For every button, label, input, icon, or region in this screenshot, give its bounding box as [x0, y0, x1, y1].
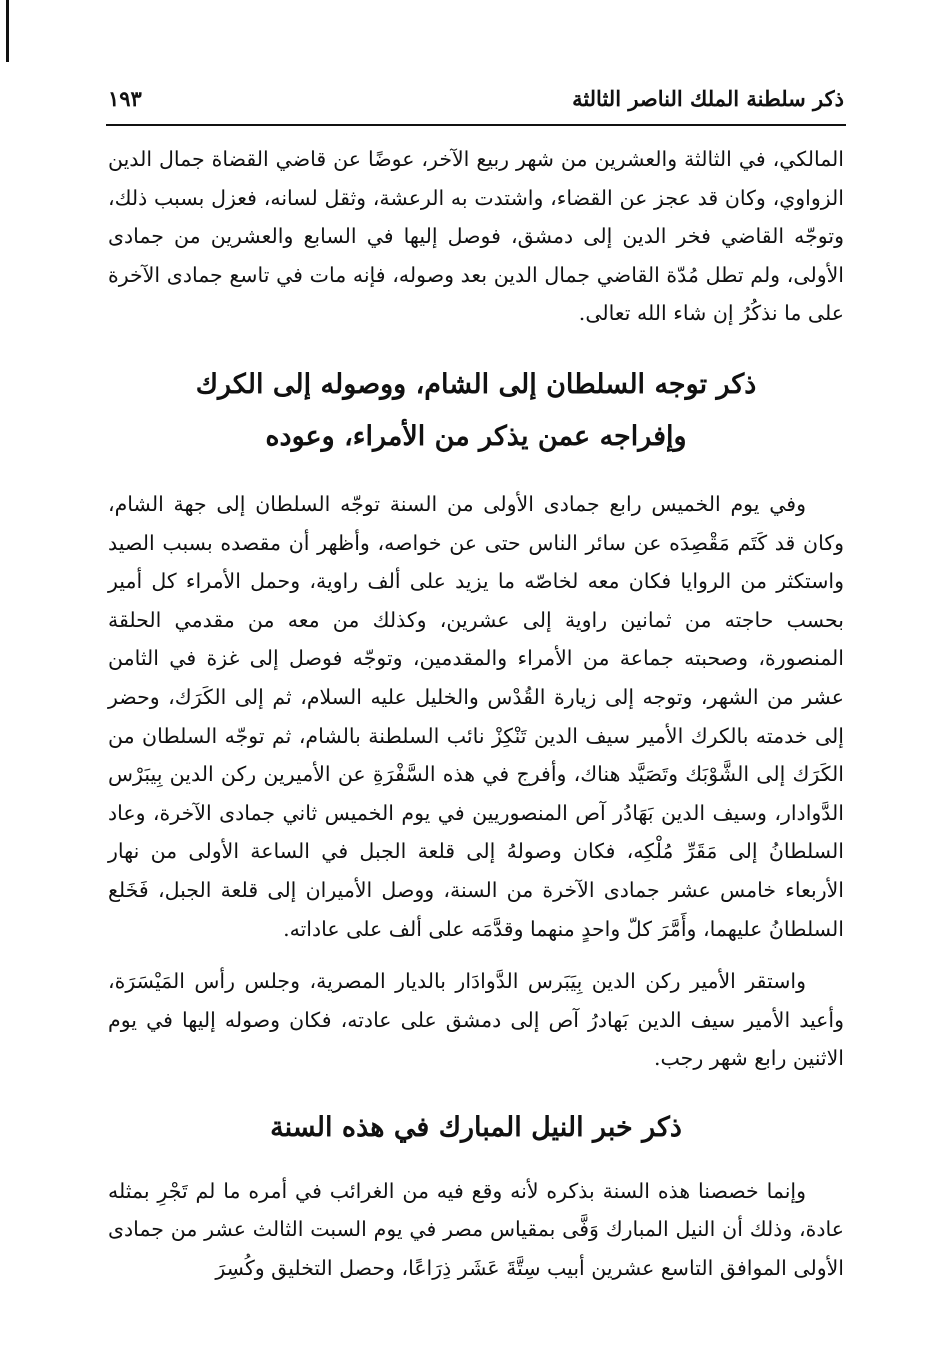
section-heading-line: وإفراجه عمن يذكر من الأمراء، وعوده [265, 420, 687, 452]
section-heading-line: ذكر توجه السلطان إلى الشام، ووصوله إلى الكرك [195, 368, 757, 400]
page-body [108, 140, 844, 1288]
header-title: ذكر سلطنة الملك الناصر الثالثة [572, 85, 844, 111]
section-heading [108, 359, 844, 463]
header-rule [106, 124, 846, 126]
section-heading-line: ذكر خبر النيل المبارك في هذه السنة [270, 1111, 682, 1143]
section-heading [108, 1102, 844, 1154]
running-header [108, 80, 844, 116]
paragraph: وإنما خصصنا هذه السنة بذكره لأنه وقع فيه من الغرائب في أمره ما لم تَجْرِ بمثله عادة، وذلك أن النيل المبارك وَفَّى بمقياس مصر في يوم السبت الثالث عشر من جمادى الأولى الموافق التاسع عشرين أبيب سِتَّةَ عَشَر ذِرَاعًا، وحصل التخليق وكُسِرَ [108, 1178, 844, 1281]
paragraph: وفي يوم الخميس رابع جمادى الأولى من السنة توجّه السلطان إلى جهة الشام، وكان قد كَتَم مَقْصِدَه عن سائر الناس حتى عن خواصه، وأظهر أن مقصده بسبب الصيد واستكثر من الروايا فكان معه لخاصّه ما يزيد على ألف راوية، وحمل الأمراء كل أمير بحسب حاجته من ثمانين راوية إلى عشرين، وكذلك من معه من مقدمي الحلقة المنصورة، وصحبته جماعة من الأمراء والمقدمين، وتوجّه فوصل إلى غزة في الثامن عشر من الشهر، وتوجه إلى زيارة القُدْس والخليل عليه السلام، ثم إلى الكَرَك، وحضر إلى خدمته بالكرك الأمير سيف الدين تَنْكِزْ نائب السلطنة بالشام، ثم توجّه السلطان من الكَرَك إلى الشَّوْبَك وتَصَيَّد هناك، وأفرج في هذه السَّفْرَةِ عن الأميرين ركن الدين بِيبَرْس الدَّوادار، وسيف الدين بَهَادُر آص المنصوريين في يوم الخميس ثاني جمادى الآخرة، وعاد السلطانُ إلى مَقَرِّ مُلْكِه، فكان وصولهُ إلى قلعة الجبل في الساعة الأولى من نهار الأربعاء خامس عشر جمادى الآخرة من السنة، ووصل الأميران إلى قلعة الجبل، فَخَلع السلطانُ عليهما، وأَمَّرَ كلّ واحدٍ منهما وقدَّمَه على ألف على عاداته. [108, 491, 845, 941]
page-number: ١٩٣ [108, 85, 142, 111]
page-edge-mark [6, 0, 9, 62]
paragraph: المالكي، في الثالثة والعشرين من شهر ربيع الآخر، عوضًا عن قاضي القضاة جمال الدين الزواوي، وكان قد عجز عن القضاء، واشتدت به الرعشة، وثقل لسانه، فعزل بسبب ذلك، وتوجّه القاضي فخر الدين إلى دمشق، فوصل إليها في السابع والعشرين من جمادى الأولى، ولم تطل مُدّة القاضي جمال الدين بعد وصوله، فإنه مات في تاسع جمادى الآخرة على ما نذكُرُ إن شاء الله تعالى. [108, 147, 844, 326]
paragraph: واستقر الأمير ركن الدين بِيَبَرس الدَّوادَار بالديار المصرية، وجلس رأس المَيْسَرَة، وأعيد الأمير سيف الدين بَهادرُ آص إلى دمشق على عادته، فكان وصوله إليها في يوم الاثنين رابع شهر رجب. [108, 969, 844, 1071]
